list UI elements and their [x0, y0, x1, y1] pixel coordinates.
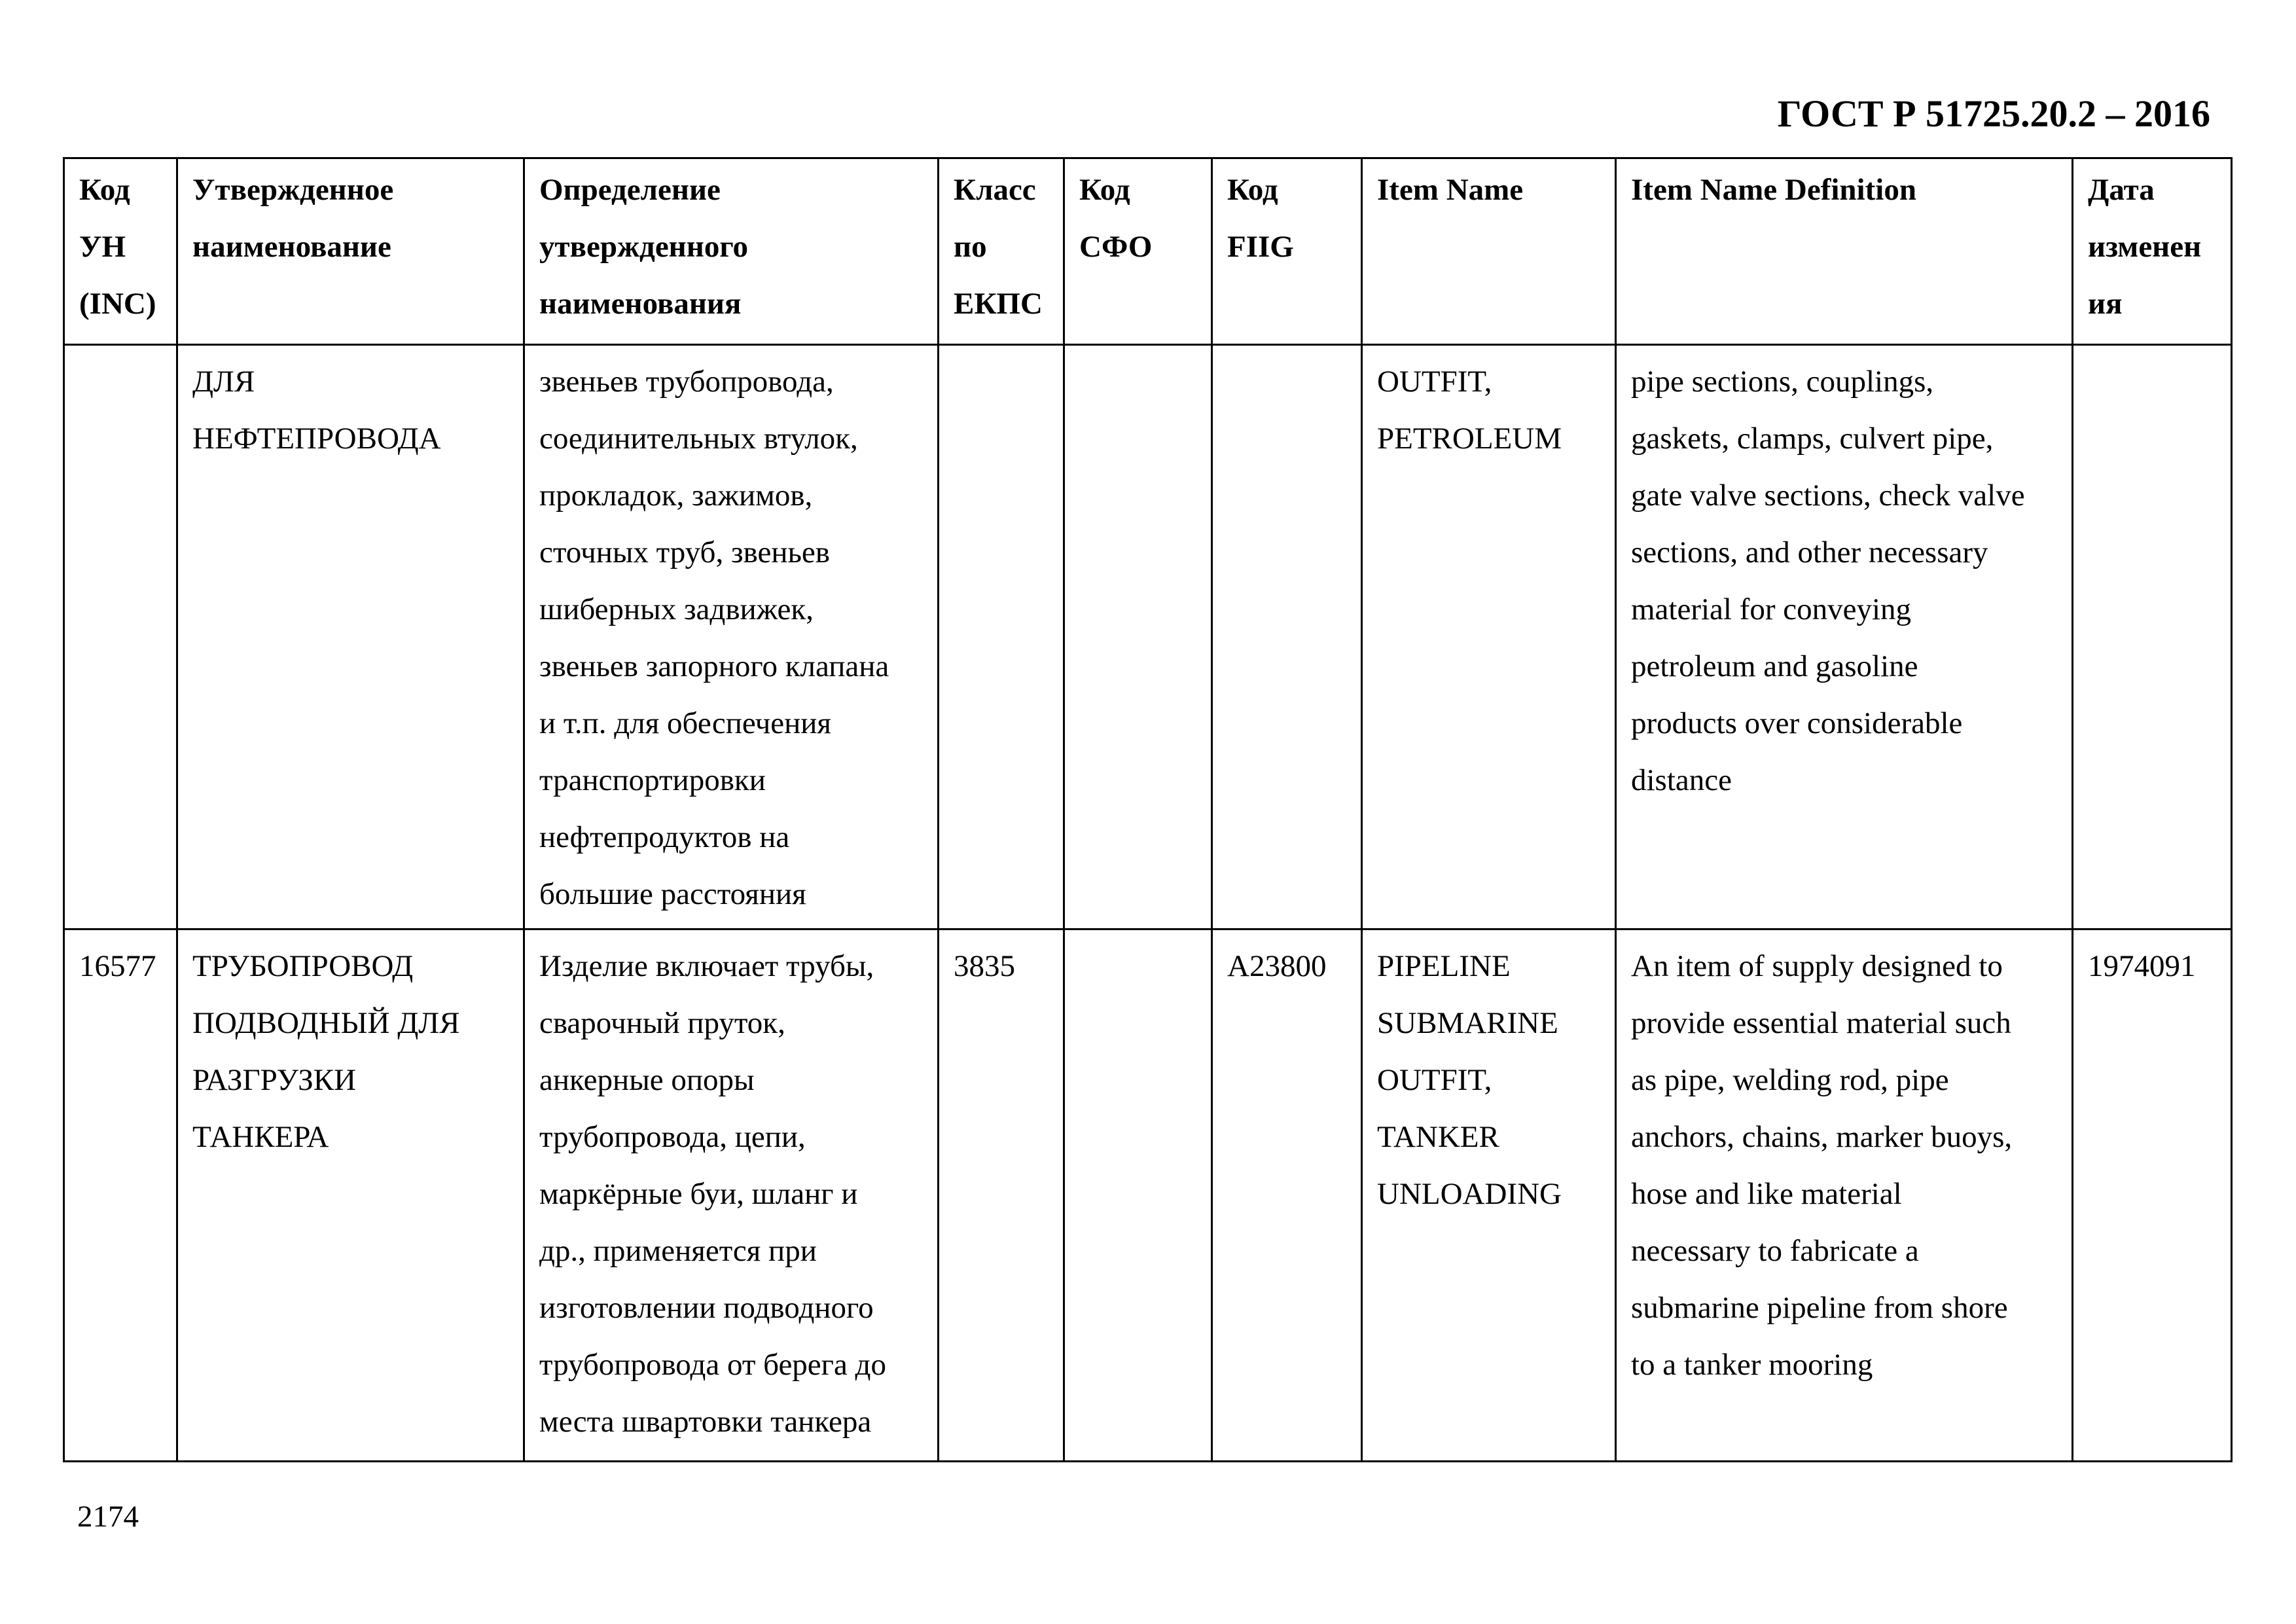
cell-text-line: большие расстояния: [539, 877, 806, 911]
cell-text-line: и т.п. для обеспечения: [539, 706, 831, 740]
cell-text-line: SUBMARINE: [1377, 1006, 1558, 1040]
cell-item-name: [1362, 929, 1616, 1462]
cell-text-line: UNLOADING: [1377, 1177, 1562, 1211]
cell-text-line: Изделие включает трубы,: [539, 949, 874, 983]
cell-text-line: gaskets, clamps, culvert pipe,: [1631, 422, 1994, 456]
cell-text-line: (INC): [79, 287, 156, 321]
cell-date: [2073, 345, 2232, 929]
cell-inc: [64, 929, 177, 1462]
cell-text-line: ПОДВОДНЫЙ ДЛЯ: [192, 1006, 460, 1040]
cell-text-line: изменен: [2088, 230, 2202, 264]
item-name-table: [63, 157, 2233, 1462]
cell-text-line: Код: [1079, 173, 1130, 207]
cell-text-line: 1974091: [2088, 949, 2196, 983]
cell-text-line: трубопровода, цепи,: [539, 1120, 806, 1154]
cell-text-line: звеньев запорного клапана: [539, 649, 889, 683]
cell-text-line: сточных труб, звеньев: [539, 535, 830, 569]
cell-text-line: 3835: [954, 949, 1015, 983]
cell-text-line: Класс: [954, 173, 1036, 207]
cell-text-line: Утвержденное: [192, 173, 394, 207]
cell-text-line: Item Name: [1377, 173, 1524, 207]
cell-text-line: звеньев трубопровода,: [539, 365, 834, 399]
cell-text-line: submarine pipeline from shore: [1631, 1291, 2008, 1325]
cell-definition: [524, 929, 939, 1462]
cell-text-line: OUTFIT,: [1377, 365, 1492, 399]
page-number: 2174: [77, 1500, 139, 1534]
cell-item-definition: [1616, 929, 2073, 1462]
cell-text-line: соединительных втулок,: [539, 422, 858, 456]
cell-text-line: ДЛЯ: [192, 365, 255, 399]
cell-fiig: [1212, 345, 1362, 929]
cell-inc: [64, 345, 177, 929]
cell-text-line: petroleum and gasoline: [1631, 649, 1918, 683]
header-fiig: [1212, 158, 1362, 345]
cell-text-line: PETROLEUM: [1377, 422, 1562, 456]
cell-definition: [524, 345, 939, 929]
cell-item-definition: [1616, 345, 2073, 929]
cell-text-line: sections, and other necessary: [1631, 535, 1988, 569]
cell-text-line: PIPELINE: [1377, 949, 1511, 983]
table-row: [64, 929, 2232, 1462]
cell-text-line: трубопровода от берега до: [539, 1348, 886, 1382]
header-name: [177, 158, 524, 345]
header-definition: [524, 158, 939, 345]
table-row: [64, 345, 2232, 929]
cell-text-line: anchors, chains, marker buoys,: [1631, 1120, 2013, 1154]
cell-text-line: сварочный пруток,: [539, 1006, 785, 1040]
cell-text-line: утвержденного: [539, 230, 749, 264]
cell-text-line: necessary to fabricate a: [1631, 1234, 1919, 1268]
cell-text-line: транспортировки: [539, 763, 766, 797]
cell-text-line: места швартовки танкера: [539, 1405, 872, 1439]
cell-text-line: анкерные опоры: [539, 1063, 755, 1097]
cell-text-line: ТРУБОПРОВОД: [192, 949, 414, 983]
cell-sfo: [1064, 929, 1212, 1462]
header-class: [939, 158, 1064, 345]
cell-item-name: [1362, 345, 1616, 929]
cell-text-line: нефтепродуктов на: [539, 820, 790, 854]
cell-text-line: as pipe, welding rod, pipe: [1631, 1063, 1949, 1097]
cell-name: [177, 345, 524, 929]
cell-text-line: An item of supply designed to: [1631, 949, 2003, 983]
cell-text-line: РАЗГРУЗКИ: [192, 1063, 357, 1097]
cell-text-line: Код: [1227, 173, 1278, 207]
header-inc: [64, 158, 177, 345]
cell-text-line: Код: [79, 173, 130, 207]
cell-text-line: ЕКПС: [954, 287, 1043, 321]
cell-text-line: ия: [2088, 287, 2123, 321]
cell-class: [939, 345, 1064, 929]
cell-text-line: Определение: [539, 173, 721, 207]
cell-text-line: distance: [1631, 763, 1732, 797]
cell-text-line: изготовлении подводного: [539, 1291, 874, 1325]
cell-fiig: [1212, 929, 1362, 1462]
cell-class: [939, 929, 1064, 1462]
cell-text-line: pipe sections, couplings,: [1631, 365, 1934, 399]
cell-text-line: ТАНКЕРА: [192, 1120, 329, 1154]
header-date: [2073, 158, 2232, 345]
header-item-name: [1362, 158, 1616, 345]
cell-text-line: СФО: [1079, 230, 1153, 264]
cell-text-line: шиберных задвижек,: [539, 592, 814, 626]
cell-text-line: A23800: [1227, 949, 1327, 983]
cell-text-line: TANKER: [1377, 1120, 1499, 1154]
header-sfo: [1064, 158, 1212, 345]
cell-text-line: Дата: [2088, 173, 2155, 207]
cell-text-line: material for conveying: [1631, 592, 1912, 626]
cell-text-line: Item Name Definition: [1631, 173, 1916, 207]
cell-text-line: прокладок, зажимов,: [539, 478, 813, 513]
cell-text-line: hose and like material: [1631, 1177, 1902, 1211]
cell-sfo: [1064, 345, 1212, 929]
table-header-row: [64, 158, 2232, 345]
cell-text-line: products over considerable: [1631, 706, 1963, 740]
cell-text-line: FIIG: [1227, 230, 1294, 264]
document-header: ГОСТ Р 51725.20.2 – 2016: [1777, 92, 2210, 135]
header-item-definition: [1616, 158, 2073, 345]
cell-text-line: to a tanker mooring: [1631, 1348, 1873, 1382]
cell-name: [177, 929, 524, 1462]
cell-text-line: provide essential material such: [1631, 1006, 2011, 1040]
cell-text-line: наименования: [539, 287, 742, 321]
cell-text-line: по: [954, 230, 987, 264]
cell-text-line: наименование: [192, 230, 391, 264]
cell-text-line: УН: [79, 230, 126, 264]
cell-text-line: НЕФТЕПРОВОДА: [192, 422, 441, 456]
cell-text-line: маркёрные буи, шланг и: [539, 1177, 858, 1211]
cell-text-line: 16577: [79, 949, 156, 983]
cell-text-line: др., применяется при: [539, 1234, 817, 1268]
cell-date: [2073, 929, 2232, 1462]
cell-text-line: OUTFIT,: [1377, 1063, 1492, 1097]
cell-text-line: gate valve sections, check valve: [1631, 478, 2025, 513]
